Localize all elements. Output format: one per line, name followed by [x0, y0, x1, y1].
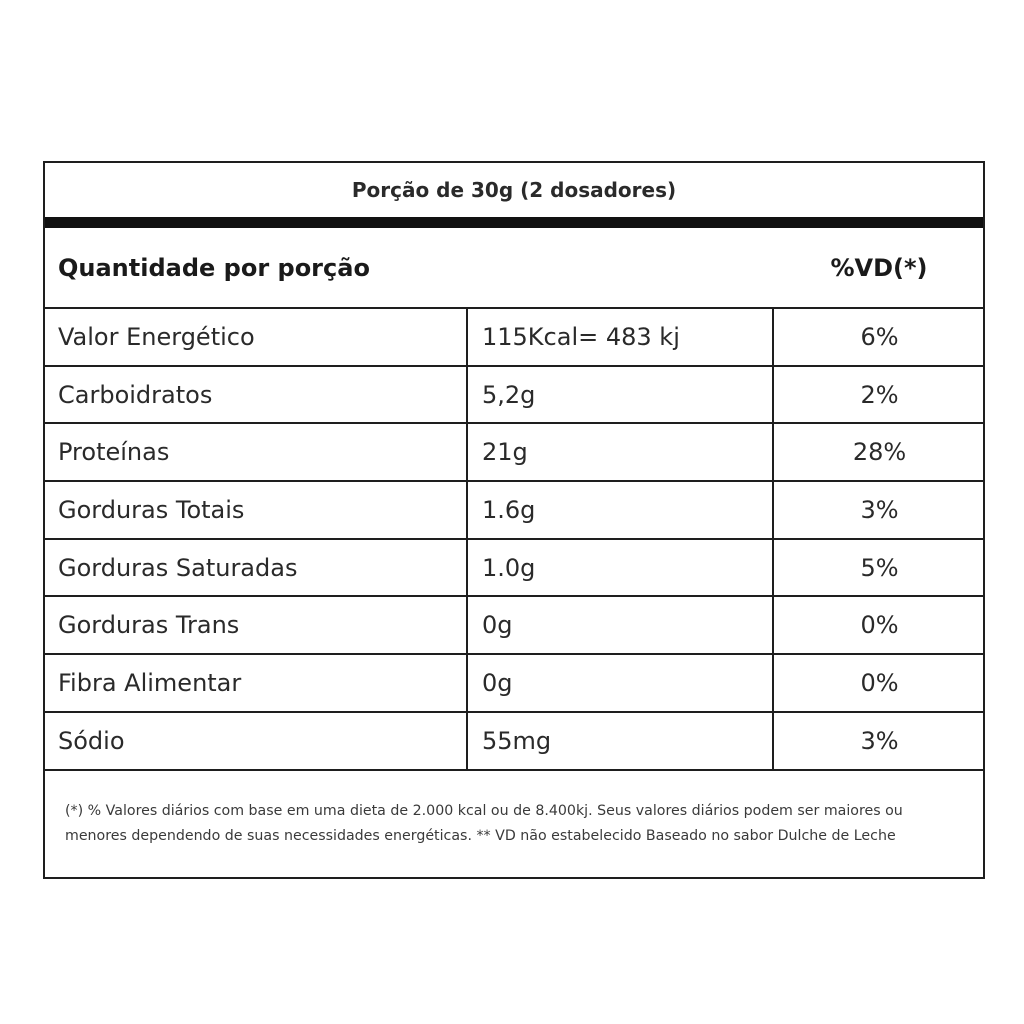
nutrient-vd: 3% [772, 713, 985, 769]
table-row [45, 482, 983, 540]
nutrient-amount: 0g [466, 655, 772, 711]
quantity-header: Quantidade por porção [58, 253, 370, 282]
table-row [45, 540, 983, 598]
nutrient-name: Sódio [58, 726, 125, 755]
nutrient-name: Gorduras Saturadas [58, 553, 298, 582]
nutrient-vd: 3% [772, 482, 985, 538]
nutrient-name: Valor Energético [58, 322, 255, 351]
nutrient-name: Gorduras Totais [58, 495, 245, 524]
nutrient-vd: 2% [772, 367, 985, 423]
vd-header: %VD(*) [830, 253, 928, 282]
thick-divider [45, 217, 983, 228]
nutrient-vd: 6% [772, 309, 985, 365]
nutrient-rows [45, 309, 983, 771]
nutrient-amount: 21g [466, 424, 772, 480]
nutrient-amount: 1.0g [466, 540, 772, 596]
nutrient-name: Fibra Alimentar [58, 668, 242, 697]
nutrient-amount: 1.6g [466, 482, 772, 538]
nutrient-name: Proteínas [58, 438, 170, 467]
footnote: (*) % Valores diários com base em uma dieta de 2.000 kcal ou de 8.400kj. Seus valores diários podem ser maiores ou menores dependendo de suas necessidades energéticas. ** VD não estabelecido Baseado no sabor Dulche de Leche [65, 803, 903, 844]
table-row [45, 655, 983, 713]
nutrient-name: Carboidratos [58, 380, 213, 409]
nutrient-name: Gorduras Trans [58, 611, 240, 640]
nutrient-vd: 0% [772, 655, 985, 711]
nutrient-vd: 5% [772, 540, 985, 596]
table-row [45, 597, 983, 655]
nutrient-amount: 115Kcal= 483 kj [466, 309, 772, 365]
table-row [45, 713, 983, 771]
table-header [45, 228, 983, 309]
nutrition-facts-table [43, 161, 985, 879]
portion-size: Porção de 30g (2 dosadores) [351, 178, 677, 202]
nutrient-vd: 28% [772, 424, 985, 480]
table-row [45, 309, 983, 367]
nutrient-amount: 5,2g [466, 367, 772, 423]
nutrient-amount: 0g [466, 597, 772, 653]
nutrient-amount: 55mg [466, 713, 772, 769]
table-row [45, 367, 983, 425]
table-row [45, 424, 983, 482]
nutrient-vd: 0% [772, 597, 985, 653]
